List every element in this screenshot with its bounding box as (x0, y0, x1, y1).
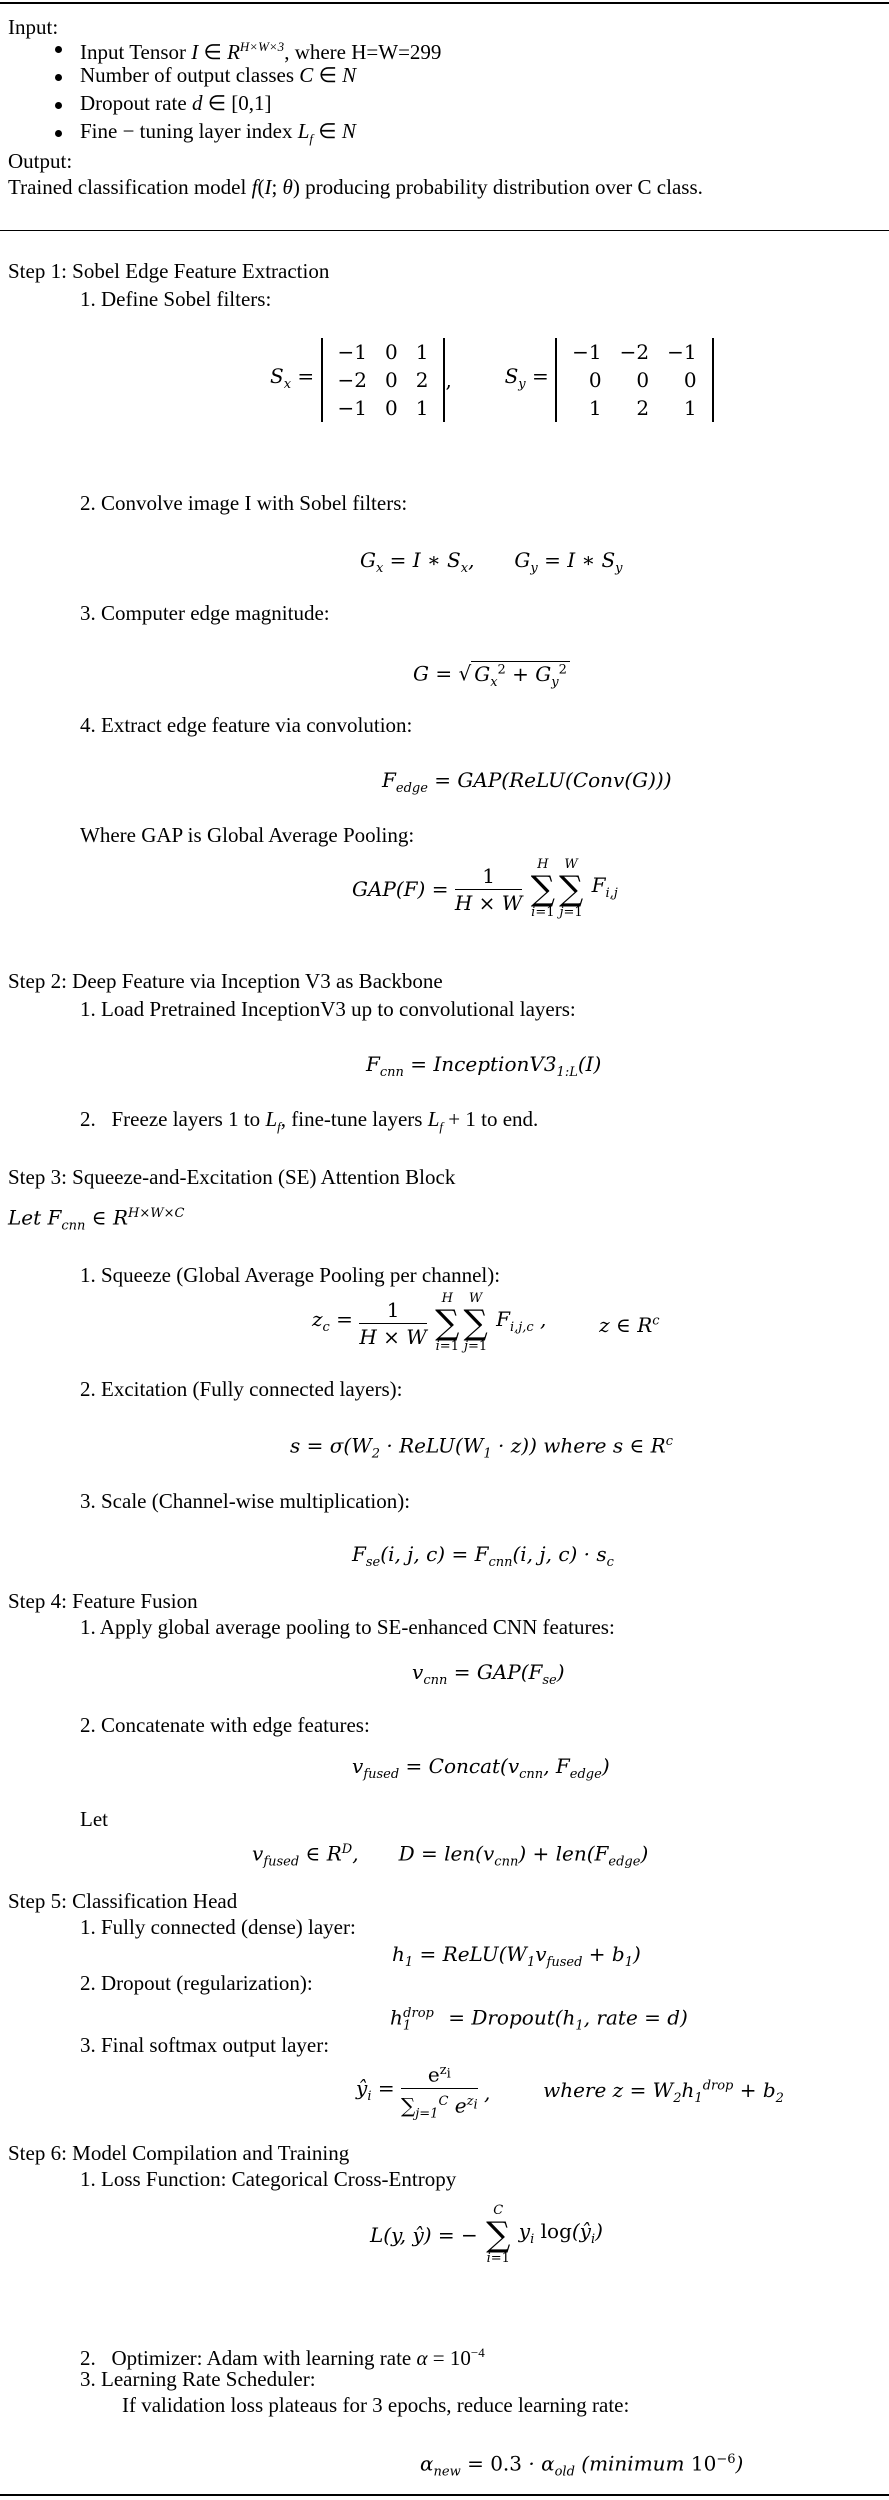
step5-title: Step 5: Classification Head (8, 1889, 238, 1913)
step5-item1: 1. Fully connected (dense) layer: (80, 1915, 356, 1939)
sobel-filters-equation: $S_x$ = −1 0 1 −2 0 2 −1 0 1 , $S_y$ = −1 −2 −1 0 0 0 1 2 1 (270, 338, 714, 422)
step1-title: Step 1: Sobel Edge Feature Extraction (8, 259, 330, 283)
step1-item3: 3. Computer edge magnitude: (80, 601, 330, 625)
bottom-rule (0, 2494, 889, 2496)
squeeze-equation: $z_c$ = $\frac{1}{H \times W}$ H ∑ i=1 W ∑ j=1 $F_{i,j,c}$ , z ∈ $R^c$ (312, 1291, 660, 1354)
step5-item2: 2. Dropout (regularization): (80, 1971, 313, 1995)
dense-equation: $h_1$ = $ReLU(W_1v_{fused} + b_1)$ (392, 1942, 641, 1970)
input-item-dropout: Dropout rate d ∈ [0,1] (80, 91, 272, 115)
pooling-equation: $v_{cnn} = GAP(F_{se})$ (412, 1660, 565, 1688)
scale-equation: $F_{se}(i$, j, $c) = F_{cnn}(i$, j, $c) \cdot s_c$ (352, 1542, 614, 1570)
loss-equation: L(y, ŷ) = − C ∑ i=1 $y_i$ $\log(ŷ_i)$ (370, 2203, 603, 2266)
input-item-classes: Number of output classes C ∈ N (80, 63, 357, 87)
bullet-icon (55, 46, 62, 53)
step1-item2: 2. Convolve image I with Sobel filters: (80, 491, 408, 515)
section-rule (0, 230, 889, 231)
inception-equation: $F_{cnn}$ = $InceptionV3_{1:L}(I)$ (366, 1052, 602, 1080)
fused-dim-equation: $v_{fused}$ ∈ $R^D$, $D = len(v_{cnn}) + len(F_{edge})$ (252, 1841, 649, 1870)
step1-item1: 1. Define Sobel filters: (80, 287, 272, 311)
dropout-equation: $h_1^{drop}$ = $Dropout(h_1$, rate = d) (390, 2005, 688, 2034)
step2-item1: 1. Load Pretrained InceptionV3 up to convolutional layers: (80, 997, 576, 1021)
step2-title: Step 2: Deep Feature via Inception V3 as Backbone (8, 969, 443, 993)
input-item-tensor: Input Tensor I ∈ $R^{H\times W\times 3}$, where H=W=299 (80, 39, 442, 64)
step1-item4: 4. Extract edge feature via convolution: (80, 713, 413, 737)
step3-title: Step 3: Squeeze-and-Excitation (SE) Attention Block (8, 1165, 456, 1189)
step6-title: Step 6: Model Compilation and Training (8, 2141, 350, 2165)
step6-item2: 2. Optimizer: Adam with learning rate $\alpha = 10^{-4}$ (80, 2345, 485, 2370)
step6-item1: 1. Loss Function: Categorical Cross-Entropy (80, 2167, 457, 2191)
bullet-icon (55, 74, 62, 81)
edge-feature-equation: $F_{edge}$ = GAP(ReLU(Conv(G))) (382, 768, 672, 796)
input-item-finetune: Fine − tuning layer index $L_f$ ∈ N (80, 119, 356, 147)
step3-item1: 1. Squeeze (Global Average Pooling per channel): (80, 1263, 501, 1287)
step4-item2: 2. Concatenate with edge features: (80, 1713, 370, 1737)
step5-item3: 3. Final softmax output layer: (80, 2033, 330, 2057)
step6-item3-detail: If validation loss plateaus for 3 epochs, reduce learning rate: (122, 2393, 630, 2417)
lr-schedule-equation: $\alpha_{new} = 0.3 \cdot \alpha_{old}$ (minimum $10^{-6}$) (420, 2451, 744, 2480)
softmax-equation: $ŷ_i$ = $\frac{e^{z_i}}{\sum_{j=1}^C e^{z_i}}$ , where $z = W_2h_1^{drop} + b_2$ (356, 2058, 784, 2127)
step3-item3: 3. Scale (Channel-wise multiplication): (80, 1489, 411, 1513)
magnitude-equation: G = √ $G_x^2 + G_y^2$ (413, 656, 570, 697)
step4-title: Step 4: Feature Fusion (8, 1589, 198, 1613)
step6-item3: 3. Learning Rate Scheduler: (80, 2367, 316, 2391)
input-label: Input: (8, 15, 59, 39)
step3-item2: 2. Excitation (Fully connected layers): (80, 1377, 403, 1401)
output-text: Trained classification model f(I; θ) producing probability distribution over C class. (8, 175, 703, 199)
excitation-equation: $s = \sigma(W_2$ · $ReLU(W_1 \cdot z)$) where s ∈ $R^c$ (290, 1433, 673, 1462)
concat-equation: $v_{fused}$ = $Concat(v_{cnn}$, $F_{edge}$) (352, 1754, 610, 1782)
bullet-icon (55, 102, 62, 109)
gap-equation: GAP(F) = $\frac{1}{H \times W}$ H ∑ i=1 W ∑ j=1 $F_{i,j}$ (352, 857, 618, 920)
step2-item2: 2. Freeze layers 1 to $L_f$, fine-tune layers $L_f + 1$ to end. (80, 1107, 539, 1135)
top-rule (0, 2, 889, 4)
step1-gap-note: Where GAP is Global Average Pooling: (80, 823, 415, 847)
output-label: Output: (8, 149, 73, 173)
step4-item1: 1. Apply global average pooling to SE-enhanced CNN features: (80, 1615, 615, 1639)
step4-let: Let (80, 1807, 108, 1831)
convolve-equation: $G_x = I$ ∗ $S_x$, $G_y = I$ ∗ $S_y$ (360, 548, 623, 576)
step3-let: Let $F_{cnn}$ ∈ $R^{H\times W\times C}$ (8, 1205, 185, 1234)
bullet-icon (55, 130, 62, 137)
